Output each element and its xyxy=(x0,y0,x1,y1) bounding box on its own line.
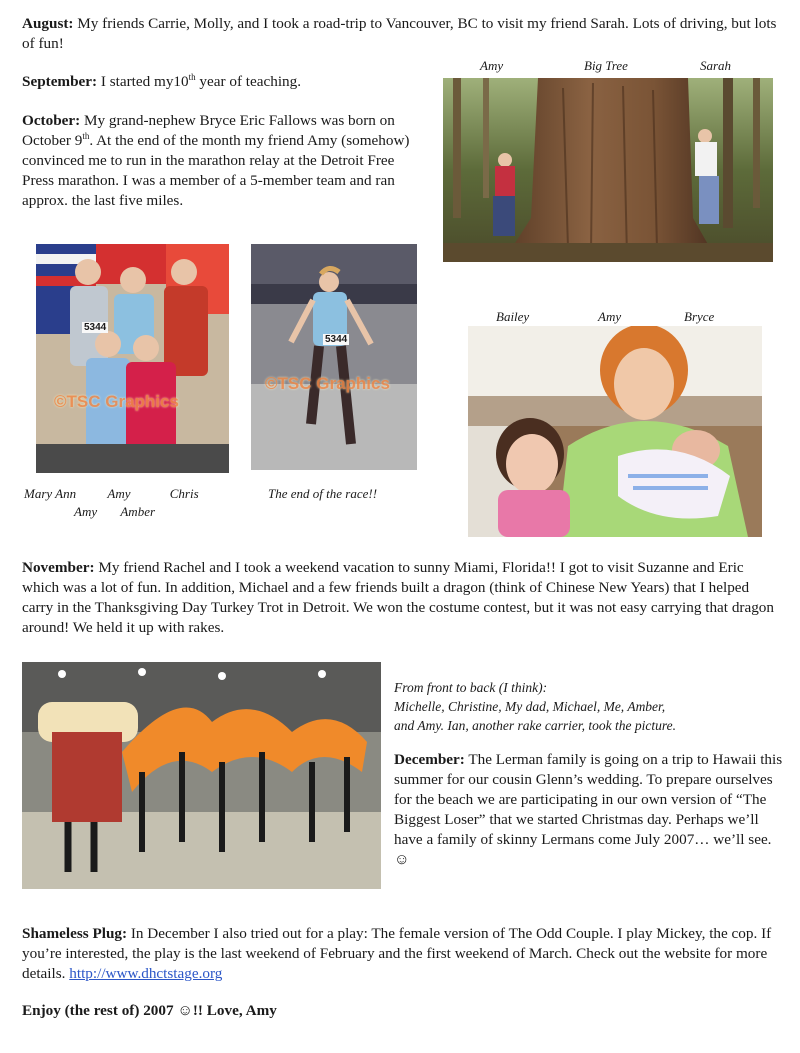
family-photo xyxy=(468,326,762,537)
november-label: November: xyxy=(22,559,95,576)
plug-paragraph xyxy=(22,924,784,984)
december-text: The Lerman family is going on a trip to Hawaii this summer for our cousin Glenn’s wedding. To prepare ourselves for the beach we are participating in our own version of “The Biggest Loser” that we started Christmas day. Perhaps we’ll have a family of skinny Lermans come July 2007… we’ll see. ☺ xyxy=(394,751,783,868)
dragon-caption-line1: From front to back (I think): xyxy=(394,680,548,695)
august-text: My friends Carrie, Molly, and I took a road-trip to Vancouver, BC to visit my friend Sarah. Lots of driving, but lots of fun! xyxy=(22,15,777,52)
race-finish-photo xyxy=(251,244,417,470)
team-caption-line1 xyxy=(24,486,199,502)
september-paragraph xyxy=(22,72,422,92)
team-caption-mary-ann: Mary Ann xyxy=(24,486,77,501)
tree-caption-big-tree: Big Tree xyxy=(584,58,628,73)
october-text-end: . At the end of the month my friend Amy (somehow) convinced me to run in the marathon relay at the Detroit Free Press marathon. I was a member of a 5-member team and ran approx. the last five miles. xyxy=(22,132,410,209)
team-bib-number: 5344 xyxy=(84,322,107,333)
november-paragraph xyxy=(22,558,782,638)
november-text: My friend Rachel and I took a weekend vacation to sunny Miami, Florida!! I got to visit Suzanne and Eric which was a lot of fun. In addition, Michael and a few friends built a dragon (think of Chinese New Years) that I helped carry in the Thanksgiving Day Turkey Trot in Detroit. We won the costume contest, but it was not easy carrying that dragon around! We held it up with rakes. xyxy=(22,559,774,636)
tree-caption-amy: Amy xyxy=(480,58,504,73)
tree-caption-sarah: Sarah xyxy=(700,58,732,73)
family-caption-bryce: Bryce xyxy=(684,309,715,324)
team-caption-line2 xyxy=(74,504,155,520)
september-text: I started my10 xyxy=(97,73,189,90)
team-caption-amy: Amy xyxy=(107,486,131,501)
august-label: August: xyxy=(22,15,74,32)
plug-text: In December I also tried out for a play: The female version of The Odd Couple. I play Mickey, the cop. If you’re interested, the play is the last weekend of February and the first weekend of March. Check out the website for more details. xyxy=(22,925,772,982)
october-sup: th xyxy=(82,130,90,141)
relay-team-photo xyxy=(36,244,229,473)
dragon-caption xyxy=(394,678,676,735)
october-paragraph xyxy=(22,111,424,211)
team-caption-amy-2: Amy xyxy=(74,504,98,519)
family-caption-bailey: Bailey xyxy=(496,309,530,324)
december-paragraph xyxy=(394,750,784,870)
race-photo-watermark: ©TSC Graphics xyxy=(265,374,390,393)
dragon-photo xyxy=(22,662,381,889)
family-caption-amy: Amy xyxy=(598,309,622,324)
december-label: December: xyxy=(394,751,465,768)
race-caption: The end of the race!! xyxy=(268,486,378,501)
website-link[interactable]: http://www.dhctstage.org xyxy=(69,965,223,982)
big-tree-photo xyxy=(443,78,773,262)
dragon-caption-line3: and Amy. Ian, another rake carrier, took the picture. xyxy=(394,718,676,733)
signoff: Enjoy (the rest of) 2007 ☺!! Love, Amy xyxy=(22,1002,277,1019)
october-text: My grand-nephew Bryce Eric Fallows was born on October 9 xyxy=(22,112,395,149)
september-label: September: xyxy=(22,73,98,90)
september-text-end: year of teaching. xyxy=(195,73,302,90)
august-paragraph xyxy=(22,14,782,54)
team-photo-watermark: ©TSC Graphics xyxy=(54,392,179,411)
race-bib-number: 5344 xyxy=(325,334,348,345)
october-label: October: xyxy=(22,112,81,129)
team-caption-chris: Chris xyxy=(169,486,199,501)
plug-label: Shameless Plug: xyxy=(22,925,128,942)
team-caption-amber: Amber xyxy=(120,504,156,519)
dragon-caption-line2: Michelle, Christine, My dad, Michael, Me, Amber, xyxy=(394,699,666,714)
september-sup: th xyxy=(188,71,196,82)
